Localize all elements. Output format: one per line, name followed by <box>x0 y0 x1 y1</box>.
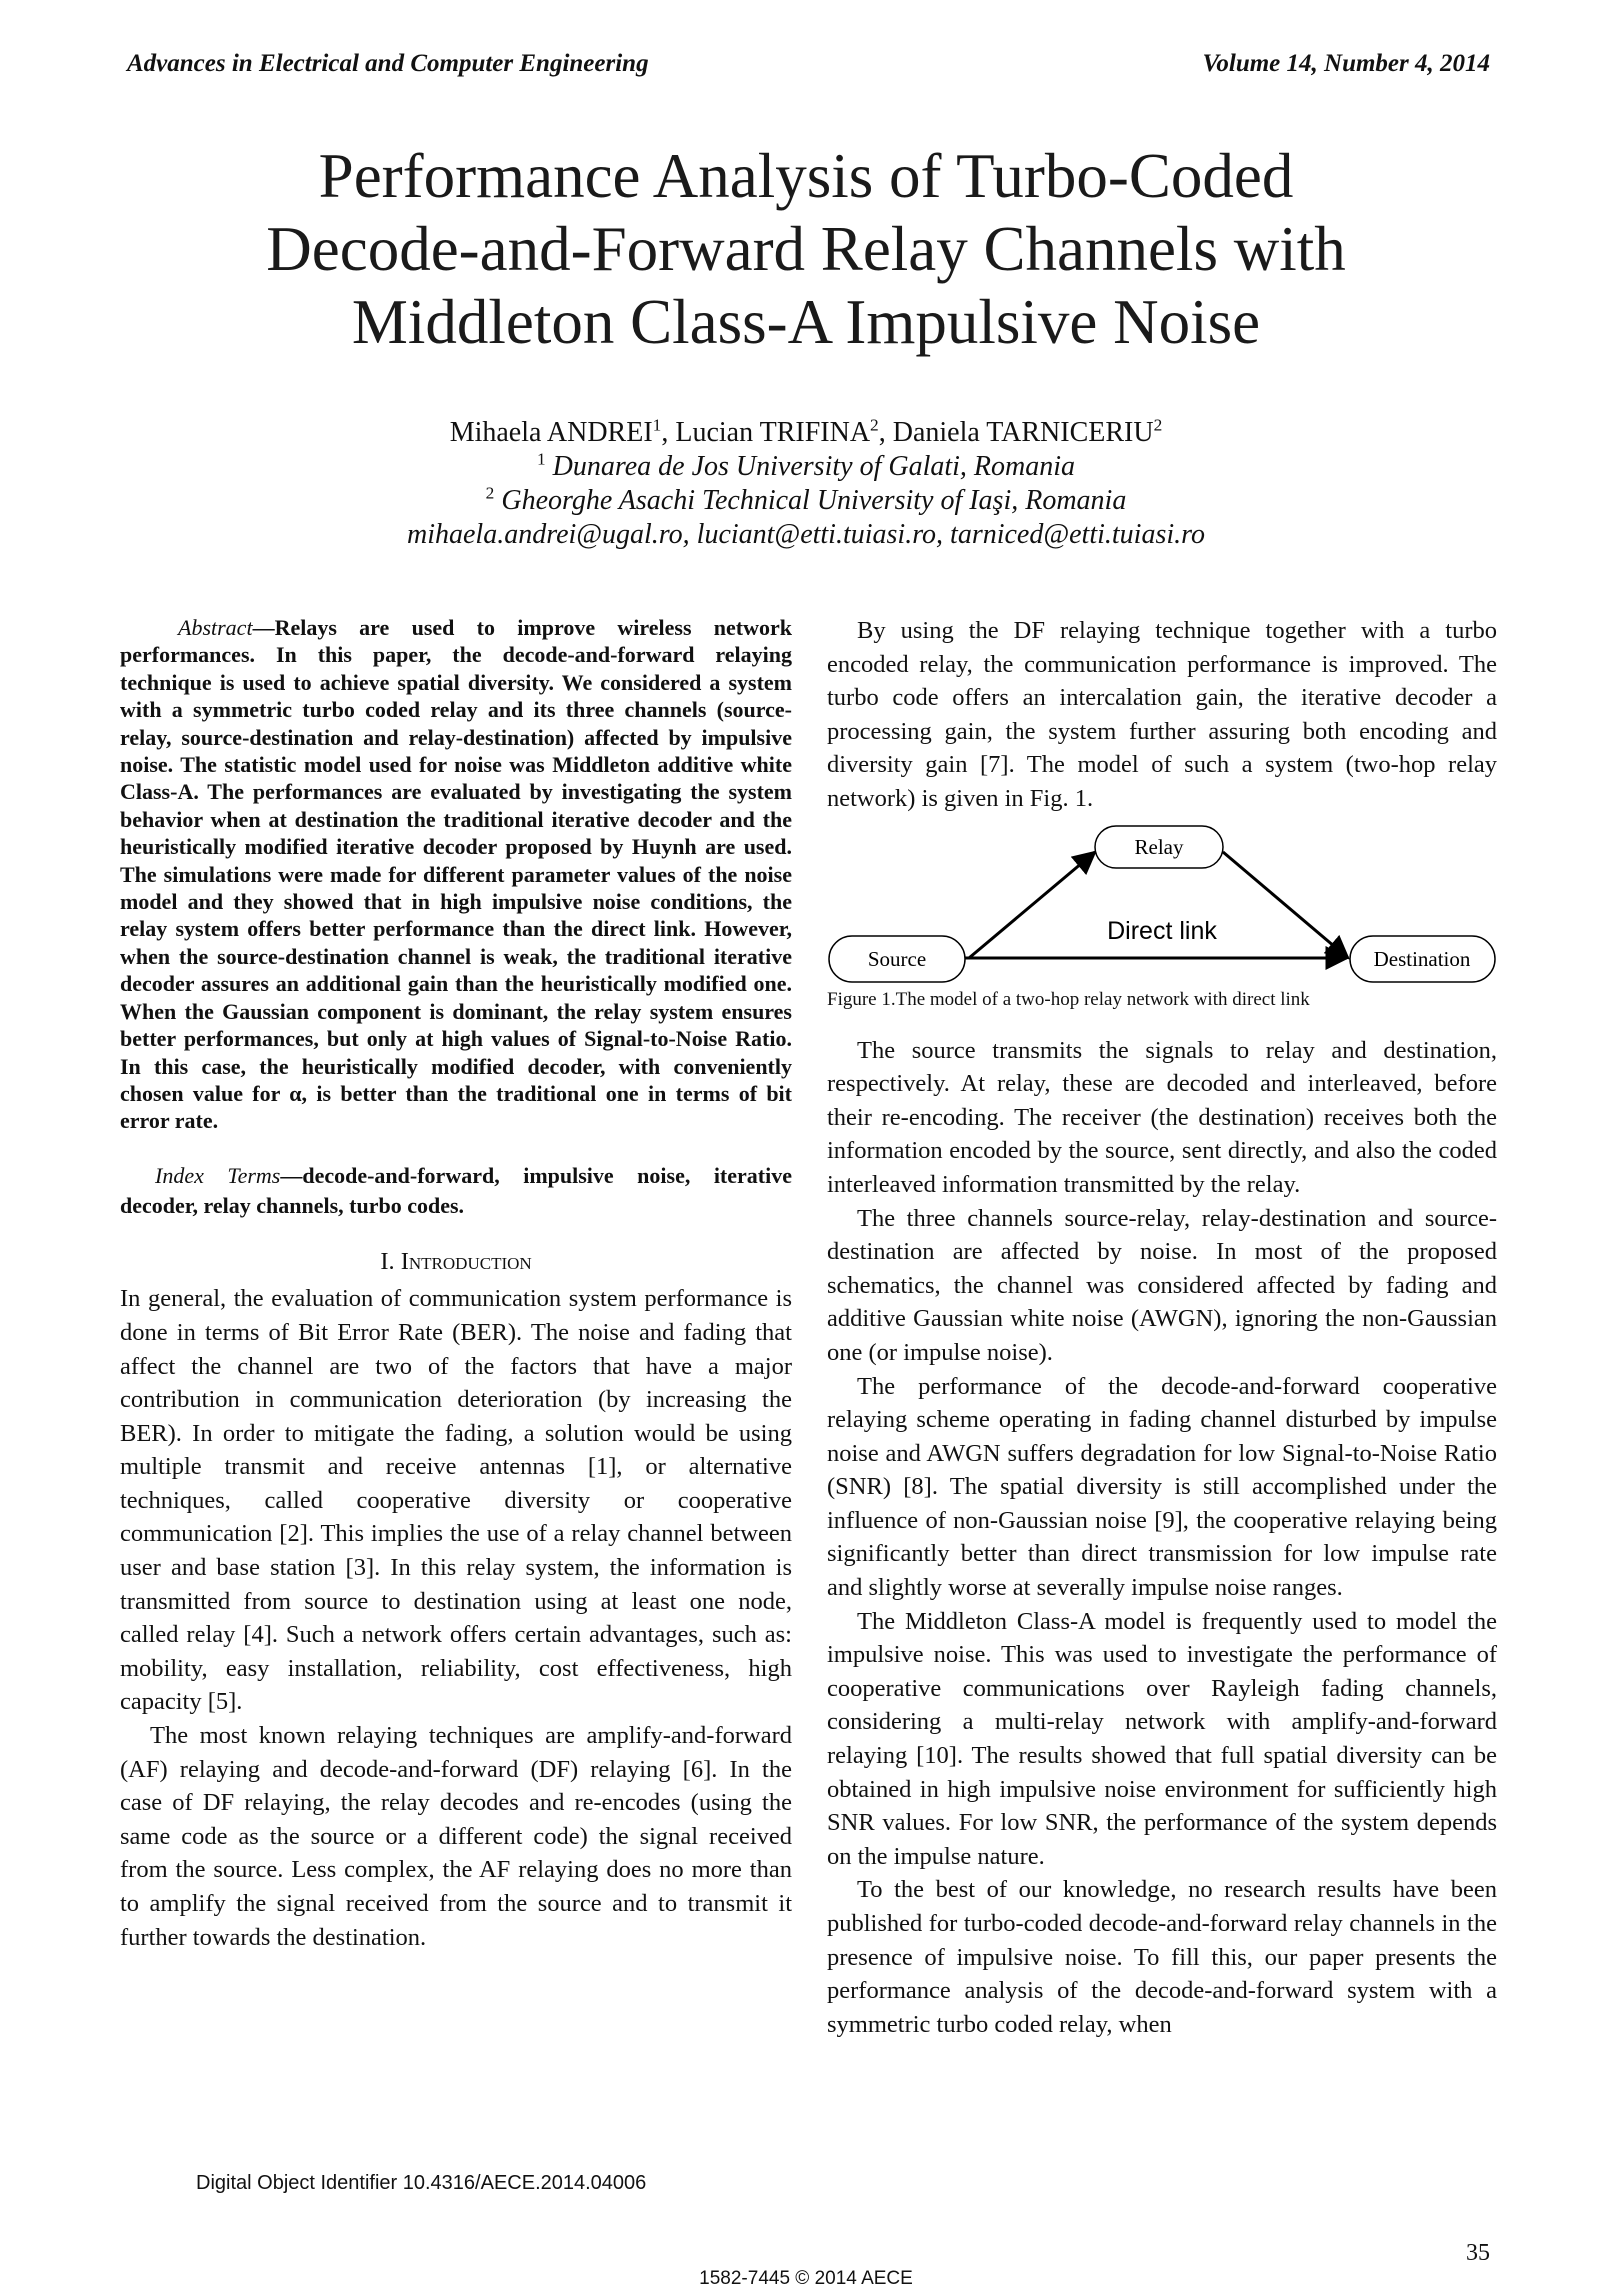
title-line-3: Middleton Class-A Impulsive Noise <box>351 287 1261 357</box>
abstract <box>120 614 792 1135</box>
author-emails: mihaela.andrei@ugal.ro, luciant@etti.tuiasi.ro, tarniced@etti.tuiasi.ro <box>407 519 1205 550</box>
journal-name: Advances in Electrical and Computer Engineering <box>127 50 649 77</box>
body-paragraph: The Middleton Class-A model is frequently used to model the impulsive noise. This was used to investigate the performance of cooperative communications over Rayleigh fading channels, considering a multi-relay network with amplify-and-forward relaying [10]. The results showed that full spatial diversity can be obtained in high impulsive noise environment for sufficiently high SNR values. For low SNR, the performance of the system depends on the impulse nature. <box>827 1607 1497 1870</box>
author-names <box>150 416 1462 450</box>
source-label: Source <box>867 946 927 971</box>
affiliation-2-text: Gheorghe Asachi Technical University of Iaşi, Romania <box>501 485 1127 516</box>
issn-copyright: 1582-7445 © 2014 AECE <box>699 2268 913 2289</box>
author-separator: , <box>878 417 893 448</box>
section-heading-introduction <box>120 1245 792 1279</box>
destination-label: Destination <box>1373 946 1471 971</box>
title-line-1: Performance Analysis of Turbo-Coded <box>318 141 1294 211</box>
direct-link-label: Direct link <box>1107 916 1217 945</box>
index-terms-text: —decode-and-forward, impulsive noise, iterative decoder, relay channels, turbo codes. <box>120 1162 792 1218</box>
figure-caption: Figure 1.The model of a two-hop relay network with direct link <box>827 988 1310 1010</box>
author-1-affil: 1 <box>652 415 662 435</box>
author-1: Mihaela ANDREI <box>449 417 653 448</box>
affiliation-1-mark: 1 <box>536 449 546 469</box>
author-2: Lucian TRIFINA <box>675 417 871 448</box>
paper-title <box>150 140 1462 359</box>
abstract-label: Abstract <box>178 615 253 640</box>
index-terms-label: Index Terms <box>155 1162 281 1188</box>
volume-info: Volume 14, Number 4, 2014 <box>1202 50 1490 77</box>
body-paragraph: The source transmits the signals to relay and destination, respectively. At relay, these are decoded and interleaved, before their re-encoding. The receiver (the destination) receives both the information encoded by the source, sent directly, and also the coded interleaved information transmitted by the relay. <box>827 1036 1497 1198</box>
body-paragraph: To the best of our knowledge, no research results have been published for turbo-coded decode-and-forward relay channels in the presence of impulsive noise. To fill this, our paper presents the performance analysis of the decode-and-forward system with a symmetric turbo coded relay, when <box>827 1876 1497 2038</box>
body-paragraph: In general, the evaluation of communication system performance is done in terms of Bit Error Rate (BER). The noise and fading that affect the channel are two of the factors that have a major contribution in communication deterioration (by increasing the BER). In order to mitigate the fading, a solution would be using multiple transmit and receive antennas [1], or alternative techniques, called cooperative diversity or cooperative communication [2]. This implies the use of a relay channel between user and base station [3]. In this relay system, the information is transmitted from source to destination using at least one node, called relay [4]. Such a network offers certain advantages, such as: mobility, easy installation, reliability, cost effectiveness, high capacity [5]. <box>120 1285 792 1716</box>
right-column <box>827 614 1497 2041</box>
body-paragraph: The most known relaying techniques are amplify-and-forward (AF) relaying and decode-and-forward (DF) relaying [6]. In the case of DF relaying, the relay decodes and re-encodes (using the same code as the source or a different code) the signal received from the source. Less complex, the AF relaying does no more than to amplify the signal received from the source and to transmit it further towards the destination. <box>120 1722 792 1951</box>
affiliation-1-text: Dunarea de Jos University of Galati, Romania <box>552 451 1076 482</box>
body-paragraph: By using the DF relaying technique together with a turbo encoded relay, the communication performance is improved. The turbo code offers an intercalation gain, the iterative decoder a processing gain, the system further assuring both encoding and diversity gain [7]. The model of such a system (two-hop relay network) is given in Fig. 1. <box>827 617 1497 812</box>
abstract-text: —Relays are used to improve wireless network performances. In this paper, the decode-and-forward relaying technique is used to achieve spatial diversity. We considered a system with a symmetric turbo coded relay and its three channels (source-relay, source-destination and relay-destination) affected by impulsive noise. The statistic model used for noise was Middleton additive white Class-A. The performances are evaluated by investigating the system behavior when at destination the traditional iterative decoder and the heuristically modified iterative decoder proposed by Huynh are used. The simulations were made for different parameter values of the noise model and they showed that in high impulsive noise conditions, the relay system offers better performance than the direct link. However, when the source-destination channel is weak, the traditional iterative decoder assures an additional gain than the heuristically modified one. When the Gaussian component is dominant, the relay system ensures better performances, but only at high values of Signal-to-Noise Ratio. In this case, the heuristically modified decoder, with conveniently chosen value for α, is better than the traditional one in terms of bit error rate. <box>120 615 792 1134</box>
left-column <box>120 614 792 1954</box>
affiliation-1 <box>150 450 1462 484</box>
title-line-2: Decode-and-Forward Relay Channels with <box>266 214 1346 284</box>
body-paragraph: The three channels source-relay, relay-destination and source-destination are affected by noise. In most of the proposed schematics, the channel was considered affected by fading and additive Gaussian white noise (AWGN), ignoring the non-Gaussian one (or impulse noise). <box>827 1204 1497 1366</box>
relay-network-diagram <box>827 822 1497 984</box>
author-3-affil: 2 <box>1153 415 1163 435</box>
author-2-affil: 2 <box>870 415 879 435</box>
author-block <box>150 416 1462 552</box>
section-number: I. <box>380 1247 395 1275</box>
body-paragraph: The performance of the decode-and-forward cooperative relaying scheme operating in fading channel disturbed by impulse noise and AWGN suffers degradation for low Signal-to-Noise Ratio (SNR) [8]. The spatial diversity is still accomplished under the influence of non-Gaussian noise [9], the cooperative relaying being significantly better than direct transmission for low impulse rate and slightly worse at severally impulse noise ranges. <box>827 1372 1497 1602</box>
index-terms <box>120 1161 792 1221</box>
section-title: Introduction <box>400 1247 532 1275</box>
link-source-relay <box>969 852 1095 958</box>
affiliation-2-mark: 2 <box>485 483 495 503</box>
page-number: 35 <box>1466 2240 1490 2266</box>
affiliation-2 <box>150 484 1462 518</box>
author-separator: , <box>661 417 676 448</box>
figure-relay-network <box>827 822 1497 984</box>
doi-footnote: Digital Object Identifier 10.4316/AECE.2014.04006 <box>196 2172 647 2194</box>
author-3: Daniela TARNICERIU <box>892 417 1154 448</box>
relay-label: Relay <box>1134 834 1184 859</box>
link-relay-destination <box>1223 852 1348 958</box>
